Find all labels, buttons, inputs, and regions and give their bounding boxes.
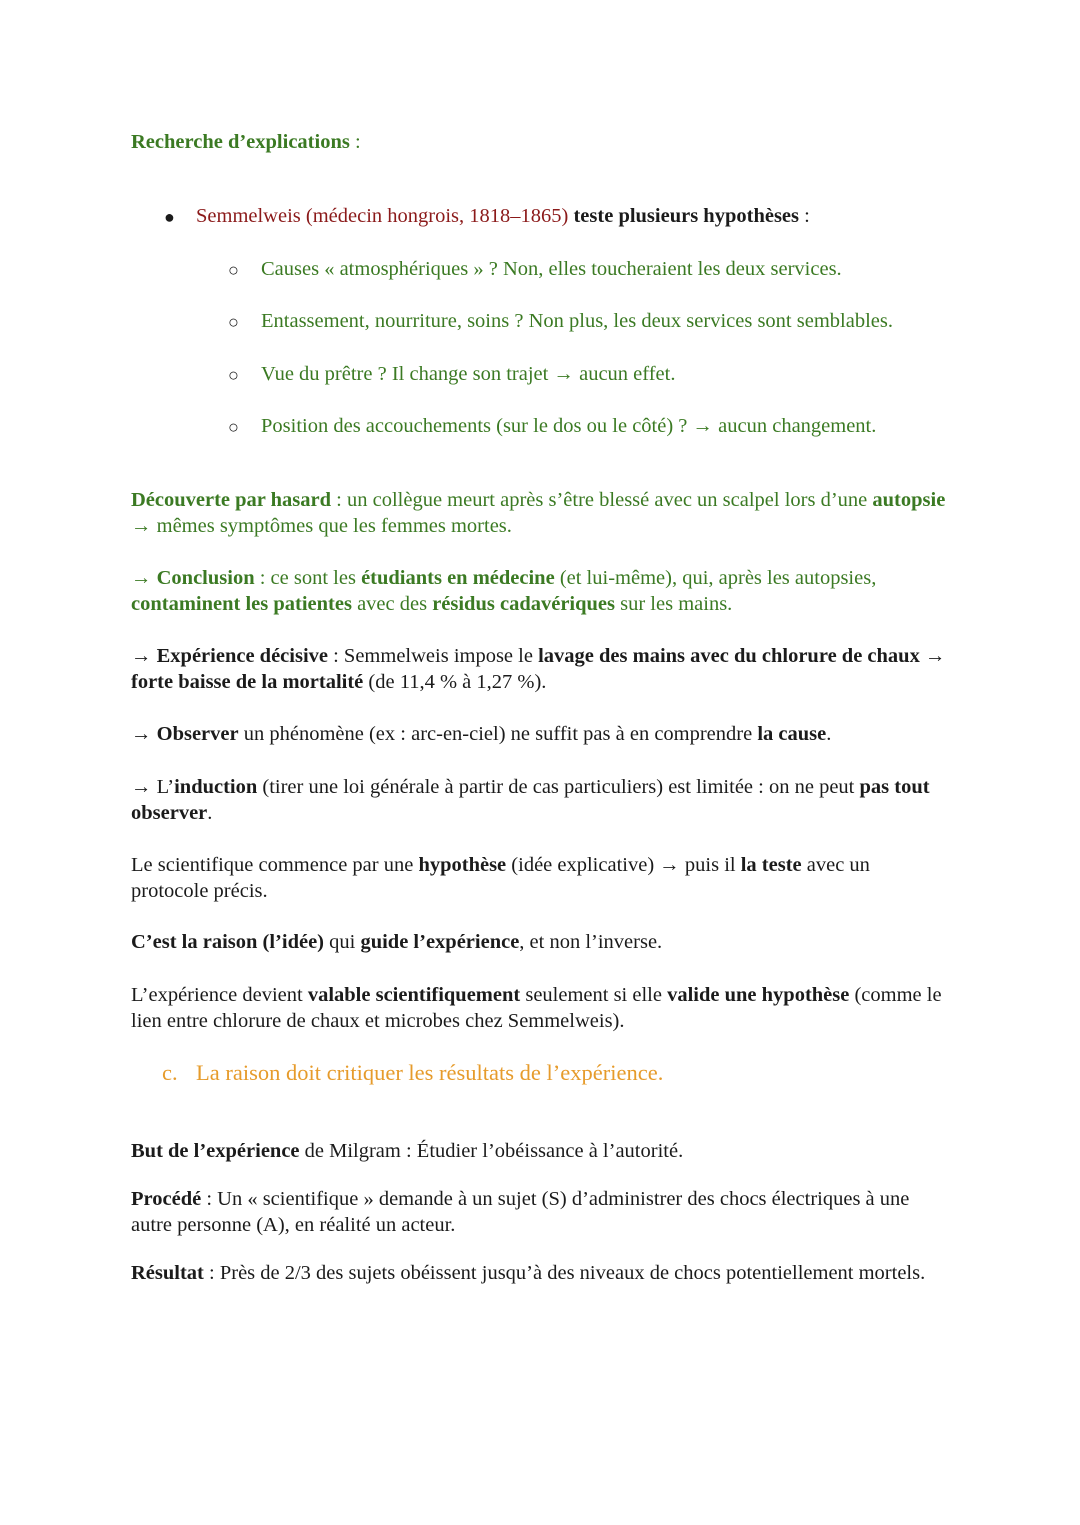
- subitem-2: Entassement, nourriture, soins ? Non plus, les deux services sont semblables.: [261, 310, 893, 332]
- text: un phénomène (ex : arc-en-ciel) ne suffit pas à en comprendre: [238, 723, 758, 745]
- contaminent-bold: contaminent les patientes: [131, 593, 352, 615]
- semmelweis-intro: Semmelweis (médecin hongrois, 1818–1865): [196, 205, 569, 227]
- experience-decisive-label: Expérience décisive: [156, 645, 328, 667]
- arrow: →: [131, 567, 157, 589]
- text: avec des: [351, 593, 433, 615]
- heading-c: [162, 1060, 663, 1086]
- pas-tout-observer-bold: pas tout observer: [131, 776, 930, 824]
- section-observer: [131, 721, 946, 747]
- text: .: [207, 802, 213, 824]
- decouverte-tail: → mêmes symptômes que les femmes mortes.: [131, 515, 512, 537]
- arrow: →: [131, 645, 157, 667]
- text: de Milgram : Étudier l’obéissance à l’autorité.: [299, 1140, 684, 1162]
- heading-number: c.: [162, 1060, 178, 1085]
- section-procede: [131, 1186, 946, 1238]
- section-valable: [131, 982, 946, 1034]
- text: : Un « scientifique » demande à un sujet (S) d’administrer des chocs électriques à une autre personne (A), en réalité un acteur.: [131, 1188, 910, 1236]
- text: (de 11,4 % à 1,27 %).: [363, 671, 547, 693]
- induction-bold: induction: [174, 776, 258, 798]
- heading-text: La raison doit critiquer les résultats de l’expérience.: [196, 1060, 664, 1085]
- bullet-dot-icon: ●: [164, 207, 175, 227]
- subitem-1: Causes « atmosphériques » ? Non, elles toucheraient les deux services.: [261, 258, 842, 280]
- text: seulement si elle: [520, 984, 668, 1006]
- subitem-3: Vue du prêtre ? Il change son trajet → aucun effet.: [261, 363, 676, 385]
- text: (comme le lien entre chlorure de chaux et microbes chez Semmelweis).: [131, 984, 942, 1032]
- hypotheses-bold: teste plusieurs hypothèses: [573, 205, 799, 227]
- section-induction: [131, 774, 946, 826]
- recherche-tail: :: [349, 131, 361, 153]
- hypothese-bold: hypothèse: [418, 854, 507, 876]
- text: → L’: [131, 776, 175, 798]
- residus-bold: résidus cadavériques: [432, 593, 615, 615]
- text: : Près de 2/3 des sujets obéissent jusqu’à des niveaux de chocs potentiellement mortels.: [203, 1262, 926, 1284]
- colon: :: [799, 205, 810, 227]
- text: qui: [324, 931, 361, 953]
- autopsie-bold: autopsie: [872, 489, 946, 511]
- procede-bold: Procédé: [131, 1188, 202, 1210]
- hollow-bullet-icon: ○: [228, 260, 239, 280]
- text: .: [826, 723, 832, 745]
- section-recherche: [131, 129, 946, 155]
- arrow: →: [131, 723, 157, 745]
- but-bold: But de l’expérience: [131, 1140, 300, 1162]
- section-but: [131, 1138, 946, 1164]
- section-resultat: [131, 1260, 946, 1286]
- decouverte-label: Découverte par hasard: [131, 489, 332, 511]
- hollow-bullet-icon: ○: [228, 312, 239, 332]
- etudiants-bold: étudiants en médecine: [361, 567, 555, 589]
- semmelweis-item: [196, 203, 810, 229]
- recherche-label: Recherche d’explications: [131, 131, 350, 153]
- observer-bold: Observer: [156, 723, 239, 745]
- subitem-4: Position des accouchements (sur le dos ou le côté) ? → aucun changement.: [261, 415, 877, 437]
- decouverte-text: : un collègue meurt après s’être blessé avec un scalpel lors d’une: [331, 489, 873, 511]
- text: (et lui-même), qui, après les autopsies,: [554, 567, 877, 589]
- conclusion-label: Conclusion: [156, 567, 255, 589]
- text: , et non l’inverse.: [519, 931, 663, 953]
- lavage-bold: lavage des mains avec du chlorure de chaux → forte baisse de la mortalité: [131, 645, 946, 693]
- section-raison: [131, 929, 946, 955]
- text: L’expérience devient: [131, 984, 308, 1006]
- text: Le scientifique commence par une: [131, 854, 419, 876]
- text: (tirer une loi générale à partir de cas particuliers) est limitée : on ne peut: [257, 776, 860, 798]
- guide-bold: guide l’expérience: [360, 931, 520, 953]
- valide-bold: valide une hypothèse: [667, 984, 850, 1006]
- la-teste-bold: la teste: [740, 854, 802, 876]
- section-hypothese: [131, 852, 946, 904]
- hollow-bullet-icon: ○: [228, 417, 239, 437]
- text: (idée explicative) → puis il: [506, 854, 741, 876]
- section-decouverte: [131, 487, 946, 539]
- valable-bold: valable scientifiquement: [307, 984, 521, 1006]
- text: : ce sont les: [254, 567, 362, 589]
- text: avec un protocole précis.: [131, 854, 870, 902]
- cause-bold: la cause: [757, 723, 827, 745]
- raison-bold: C’est la raison (l’idée): [131, 931, 324, 953]
- text: sur les mains.: [615, 593, 733, 615]
- resultat-bold: Résultat: [131, 1262, 204, 1284]
- text: : Semmelweis impose le: [327, 645, 539, 667]
- section-experience-decisive: [131, 643, 946, 695]
- section-conclusion: [131, 565, 946, 617]
- hollow-bullet-icon: ○: [228, 365, 239, 385]
